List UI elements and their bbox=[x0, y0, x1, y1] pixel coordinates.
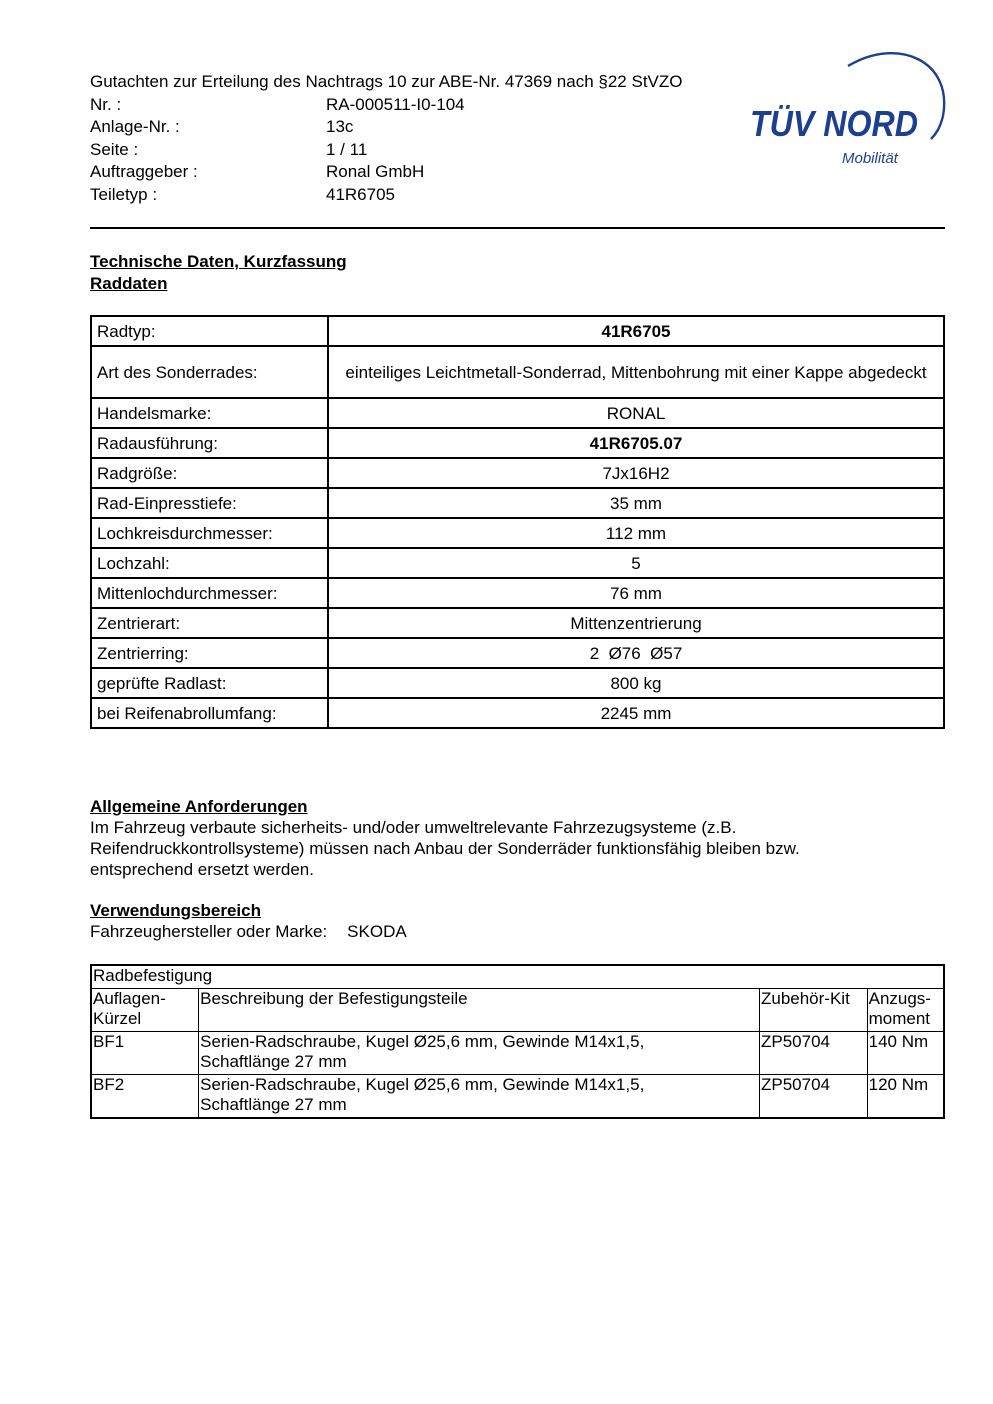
header-row-seite: Seite : 1 / 11 bbox=[90, 139, 368, 159]
document-title: Gutachten zur Erteilung des Nachtrags 10 zur ABE-Nr. 47369 nach §22 StVZO bbox=[90, 72, 683, 91]
table-row: Radausführung: 41R6705.07 bbox=[91, 428, 944, 458]
table-row: Lochzahl: 5 bbox=[91, 548, 944, 578]
table-row: Art des Sonderrades: einteiliges Leichtmetall-Sonderrad, Mittenbohrung mit einer Kappe abgedeckt bbox=[91, 346, 944, 398]
verwendung-label: Fahrzeughersteller oder Marke: bbox=[90, 922, 328, 941]
table-row: Radtyp: 41R6705 bbox=[91, 316, 944, 346]
table-row: Zentrierart: Mittenzentrierung bbox=[91, 608, 944, 638]
header-divider bbox=[90, 227, 945, 229]
document-header bbox=[90, 71, 770, 207]
table-row: BF2 Serien-Radschraube, Kugel Ø25,6 mm, Gewinde M14x1,5, Schaftlänge 27 mm ZP50704 120 Nm bbox=[91, 1075, 944, 1119]
table-row: BF1 Serien-Radschraube, Kugel Ø25,6 mm, Gewinde M14x1,5, Schaftlänge 27 mm ZP50704 140 Nm bbox=[91, 1032, 944, 1075]
table-row: Radgröße: 7Jx16H2 bbox=[91, 458, 944, 488]
table-row: Mittenlochdurchmesser: 76 mm bbox=[91, 578, 944, 608]
section-title: Technische Daten, Kurzfassung bbox=[90, 252, 347, 271]
anforderungen-line-3: entsprechend ersetzt werden. bbox=[90, 860, 314, 879]
header-row-auftraggeber: Auftraggeber : Ronal GmbH bbox=[90, 162, 425, 182]
header-row-anlage: Anlage-Nr. : 13c bbox=[90, 117, 354, 137]
section-subtitle: Raddaten bbox=[90, 274, 168, 293]
table-row: Handelsmarke: RONAL bbox=[91, 398, 944, 428]
tuev-nord-logo bbox=[748, 46, 948, 176]
logo-subtitle: Mobilität bbox=[842, 150, 898, 167]
table-row: bei Reifenabrollumfang: 2245 mm bbox=[91, 698, 944, 728]
table-title-row: Radbefestigung bbox=[91, 965, 944, 989]
header-row-nr: Nr. : RA-000511-I0-104 bbox=[90, 94, 465, 114]
logo-wordmark: TÜV NORD bbox=[750, 103, 918, 144]
table-row: Lochkreisdurchmesser: 112 mm bbox=[91, 518, 944, 548]
raddaten-table bbox=[90, 315, 945, 729]
table-row: Zentrierring: 2 Ø76 Ø57 bbox=[91, 638, 944, 668]
verwendung-line bbox=[90, 921, 407, 942]
header-row-teiletyp: Teiletyp : 41R6705 bbox=[90, 184, 396, 204]
radbefestigung-table bbox=[90, 964, 945, 1119]
anforderungen-title: Allgemeine Anforderungen bbox=[90, 797, 308, 816]
table-header-row: Auflagen- Kürzel Beschreibung der Befestigungsteile Zubehör-Kit Anzugs- moment bbox=[91, 989, 944, 1032]
anforderungen-line-2: Reifendruckkontrollsysteme) müssen nach Anbau der Sonderräder funktionsfähig bleiben bzw. bbox=[90, 839, 800, 858]
verwendung-value: SKODA bbox=[347, 922, 407, 941]
anforderungen-line-1: Im Fahrzeug verbaute sicherheits- und/oder umweltrelevante Fahrzezugsysteme (z.B. bbox=[90, 818, 737, 837]
table-row: Rad-Einpresstiefe: 35 mm bbox=[91, 488, 944, 518]
table-row: geprüfte Radlast: 800 kg bbox=[91, 668, 944, 698]
verwendung-title: Verwendungsbereich bbox=[90, 901, 261, 920]
